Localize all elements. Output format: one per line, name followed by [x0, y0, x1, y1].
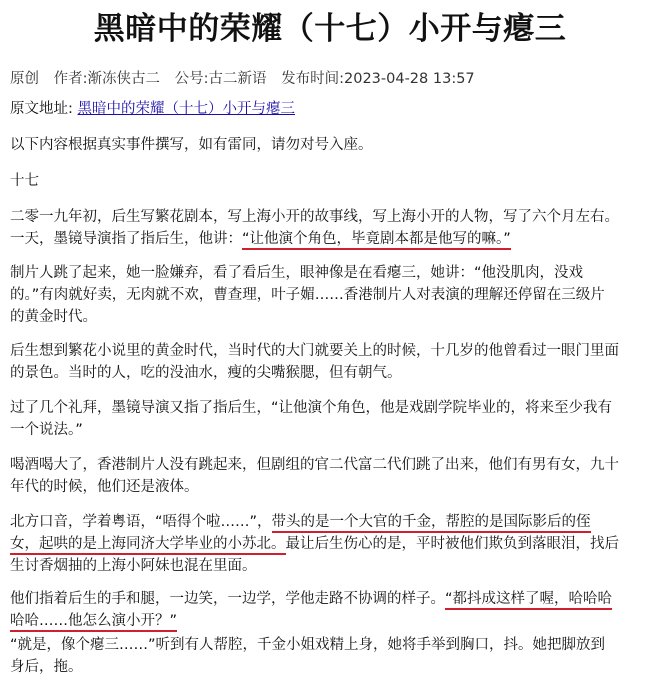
underlined-quote: “让他演个角色，毕竟剧本都是他写的嘛。”: [242, 231, 511, 250]
text-span: 他们指着后生的手和腿，一边笑，一边学，学他走路不协调的样子。: [10, 591, 445, 607]
underlined-quote: 哈哈……他怎么演小开？”: [10, 613, 177, 632]
source-line: [10, 98, 295, 120]
paragraph-line: 的景色。当时的人，吃的没油水，瘦的尖嘴猴腮，但有朝气。: [10, 365, 402, 381]
intro-paragraph: 以下内容根据真实事件撰写，如有雷同，请勿对号入座。: [10, 137, 373, 153]
text-span: 最让后生伤心的是，平时被他们欺负到落眼泪，找后: [285, 536, 619, 552]
text-span: 一天，墨镜导演指了指后生，他讲：: [10, 231, 242, 247]
paragraph-6: [10, 511, 655, 577]
paragraph-line: 二零一九年初，后生写繁花剧本，写上海小开的故事线，写上海小开的人物，写了六个月左右。: [10, 209, 619, 225]
paragraph-line: 生讨香烟抽的上海小阿妹也混在里面。: [10, 558, 257, 574]
paragraph-7: [10, 588, 655, 632]
paragraph-line: 后生想到繁花小说里的黄金时代，当时代的大门就要关上的时候，十几岁的他曾看过一眼门里面: [10, 343, 619, 359]
paragraph-line: 一个说法。”: [10, 422, 83, 438]
paragraph-line: 制片人跳了起来，她一脸嫌弃，看了看后生，眼神像是在看瘪三，她讲：“他没肌肉，没戏: [10, 265, 584, 281]
paragraph-line: [10, 588, 655, 610]
paragraph-line: [10, 610, 655, 632]
paragraph-line: 过了几个礼拜，墨镜导演又指了指后生，“让他演个角色，他是戏剧学院毕业的，将来至少我有: [10, 400, 613, 416]
article-title: 黑暗中的荣耀（十七）小开与瘪三: [93, 11, 567, 47]
paragraph-line: “就是，像个瘪三……”听到有人帮腔，千金小姐戏精上身，她将手举到胸口，抖。她把脚放到: [10, 637, 606, 653]
paragraph-8: [10, 634, 655, 678]
paragraph-line: 年代的时候，他们还是液体。: [10, 479, 199, 495]
paragraph-1: [10, 206, 655, 250]
paragraph-line: [10, 511, 655, 533]
paragraph-2: [10, 262, 655, 328]
paragraph-line: 喝酒喝大了，香港制片人没有跳起来，但剧组的官二代富二代们跳了出来，他们有男有女，九十: [10, 457, 619, 473]
paragraph-line: [10, 228, 655, 250]
meta-type: 原创: [10, 71, 39, 87]
paragraph-line: 的。”有肉就好卖，无肉就不欢，曹查理，叶子媚……香港制片人对表演的理解还停留在三级片: [10, 287, 605, 303]
source-link[interactable]: 黑暗中的荣耀（十七）小开与瘪三: [77, 101, 295, 117]
meta-author: 作者:渐冻侠古二: [53, 71, 160, 87]
text-span: 北方口音，学着粤语，“唔得个啦……”，: [10, 514, 272, 530]
chapter-number: 十七: [10, 173, 39, 189]
paragraph-5: [10, 454, 655, 498]
meta-publish-time: 发布时间:2023-04-28 13:57: [281, 71, 475, 87]
paragraph-3: [10, 340, 655, 384]
paragraph-4: [10, 397, 655, 441]
paragraph-line: [10, 533, 655, 555]
article-meta: [10, 68, 485, 90]
source-label: 原文地址:: [10, 101, 73, 117]
meta-account: 公号:古二新语: [174, 71, 267, 87]
paragraph-line: 身后，拖。: [10, 659, 83, 675]
underlined-text: 带头的是一个大官的千金，帮腔的是国际影后的侄: [272, 514, 591, 533]
paragraph-line: 的黄金时代。: [10, 309, 97, 325]
underlined-text: 女，起哄的是上海同济大学毕业的小苏北。: [10, 536, 286, 555]
underlined-quote: “都抖成这样了喔，哈哈哈: [445, 591, 612, 610]
